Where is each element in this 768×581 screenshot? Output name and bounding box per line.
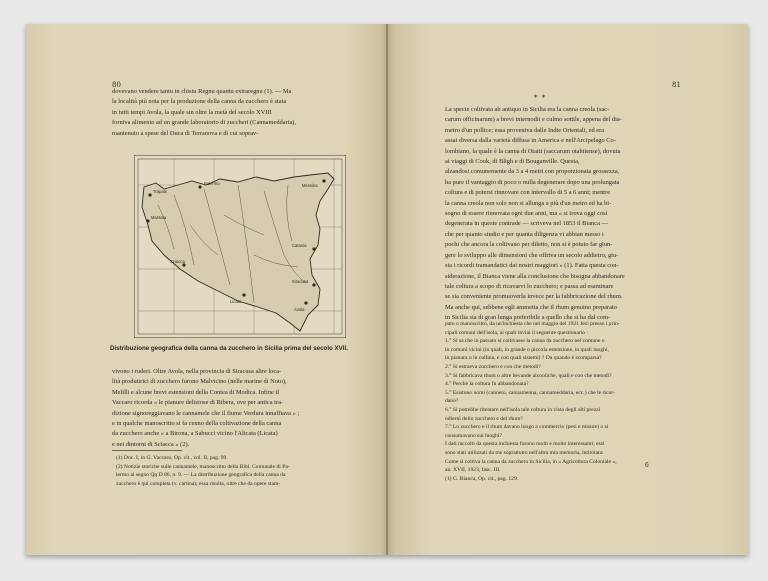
- footnote-line: 2.° Si estraeva zucchero e con che metodi?: [445, 363, 541, 370]
- text-line: lombiano, la quale è la canna di Otaiti (saccarum otahitense), dovuta: [445, 147, 621, 155]
- footnote-line: an. XVII, 1923, fasc. III.: [445, 467, 501, 474]
- text-line: la località più nota per la produzione della canna da zucchero è stata: [112, 98, 287, 106]
- text-line: ha pure il vantaggio di poco o nulla degenerare dopo una prolungata: [445, 178, 620, 186]
- text-line: Vaccaro ricorda « le pianure deliziose di Ribera, ove per antica tra-: [112, 399, 284, 407]
- text-line: dizione signoreggiavano le cannamele che il fiume Verdura innaffiava » ;: [112, 409, 300, 417]
- text-line: alzandosi comunemente da 3 a 4 metri con proporzionata grossezza,: [445, 168, 620, 176]
- text-line: sogno di essere rinnovata ogni due anni, ma « si trova oggi così: [445, 210, 608, 218]
- footnote-line: 5.° Esistono nomi (canneto, cannamenna, cannameddaria, ecc.) che le ricor-: [445, 389, 615, 396]
- footnote-line: dano?: [445, 398, 459, 405]
- left-footnotes: [116, 454, 374, 488]
- map-label: Sciacca: [170, 259, 185, 264]
- footnote-line: 3.° Si fabbricava rhum o altre bevande alcooliche, quali e con che metodi?: [445, 372, 612, 379]
- footnote-line: sono stati utilizzati da me soprattutto nell'altra mia memoria, intitolata:: [445, 449, 604, 456]
- section-separator: * *: [534, 94, 547, 102]
- footnote-line: (1) Doc. I, in G. Vaccaro, Op. cit., vol. II, pag. 99.: [116, 455, 228, 461]
- text-line: se sia conveniente promuoverla invece per la fabbricazione del rhum.: [445, 293, 623, 301]
- footnote-line: 6.° Si potrebbe ritentare nell'isola tale coltura in vista degli alti prezzi: [445, 406, 601, 413]
- footnote-rule: [112, 450, 182, 451]
- right-footnotes: [445, 320, 728, 483]
- footnote-line: 1.° Si sa che in passato si coltivasse la canna da zucchero nel comune o: [445, 338, 605, 345]
- footnote-line: consumavano sui luoghi?: [445, 432, 502, 439]
- text-line: vivono i ruderi. Oltre Avola, nella provincia di Siracusa altre loca-: [112, 368, 282, 375]
- footnote-line: (1) G. Bianca, Op. cit., pag. 129.: [445, 475, 519, 482]
- left-page: [26, 24, 387, 555]
- footnote-line: zucchero è qui completa (v. cartina); essa risulta, oltre che da opere stam-: [116, 480, 281, 487]
- footnote-line: in pianura o in collina, e con quali sistemi) ? Da quando è scomparsa?: [445, 355, 602, 362]
- text-line: forniva alimento ad un grande laboratorio di zuccheri (Cannameddaria),: [112, 119, 297, 127]
- left-top-text: [112, 87, 374, 139]
- map-caption: Distribuzione geografica della canna da zucchero in Sicilia prima del secolo XVII.: [110, 345, 348, 352]
- text-line: e nei dintorni di Sciacca » (2).: [112, 440, 190, 448]
- footnote-line: I dati raccolti da questa inchiesta furono molti e molto interessanti; essi: [445, 441, 605, 448]
- footnote-line: (2) Notizie storiche sulle cannamele, manoscritto della Bibl. Comunale di Pa-: [116, 463, 290, 470]
- text-line: Ma anche qui, sebbene egli ammetta che il rhum genuino preparato: [445, 303, 617, 311]
- map-label: Trapani: [153, 189, 168, 194]
- footnote-line: Come si coltiva la canna da zucchero in Sicilia, in « Agricoltura Coloniale »,: [445, 458, 617, 465]
- text-line: ai viaggi di Cook, di Bligh e di Bouganville. Questa,: [445, 158, 580, 166]
- map-label: Palermo: [204, 181, 220, 186]
- map-label: Messina: [302, 183, 318, 188]
- text-line: e in qualche manoscritto si fa cenno della coltivazione della canna: [112, 420, 282, 428]
- map-label: Catania: [292, 243, 307, 248]
- text-line: assai diversa dalla varietà diffusa in America e nell'Arcipelago Co-: [445, 137, 616, 145]
- page-number-left: 80: [112, 81, 121, 89]
- text-line: gere lo sviluppo alle dimensioni che offriva un secolo addietro, giu-: [445, 251, 619, 259]
- text-line: siderazione, il Bianca viene alla conclusione che bisogna abbandonare: [445, 272, 625, 280]
- text-line: lità produttrici di zucchero furono Malvicino (nelle marine di Noto),: [112, 378, 287, 386]
- text-line: pochi che ancora la coltivano per diletto, non si è potuto far giun-: [445, 241, 613, 249]
- footnote-line: cipali comuni dell'isola, ai quali inviai il seguente questionario :: [445, 329, 588, 336]
- text-line: metro d'un pollice; essa proveniva dalle Indie Orientali, ed era: [445, 126, 605, 134]
- footnote-line: 7.° Lo zucchero e il rhum davano luogo a commercio (pesi e misure) o si: [445, 424, 609, 431]
- text-line: in Sicilia sia di gran lunga preferibile a quello che si ha dal com-: [445, 314, 611, 322]
- footnote-line: pato o manoscritto, da un'inchiesta che nel maggio del 1921 feci presso i prin-: [445, 321, 620, 327]
- text-line: tale coltura a scopo di ricavarvi lo zucchero; e passa ad esaminare: [445, 282, 614, 290]
- map-label: Siracusa: [292, 279, 309, 284]
- text-line: Melilli e alcune brevi estensioni della Contea di Modica. Infine il: [112, 388, 279, 396]
- left-bottom-text: [112, 367, 374, 450]
- footnote-line: 4.° Perchè la coltura fu abbandonata?: [445, 381, 529, 388]
- text-line: da zucchero anche « a Birona, a Sabucci vicino l'Alicata (Licata): [112, 430, 278, 438]
- text-line: che per quanto studio e per quanta diligenza vi abbian messo i: [445, 230, 604, 238]
- map-label: Avola: [294, 307, 305, 312]
- page-number-right: 81: [672, 81, 681, 89]
- signature-mark: 6: [645, 462, 649, 469]
- text-line: coltura e di potersi rinnovare con intervallo di 5 a 6 anni; mentre: [445, 189, 611, 197]
- sicily-map: [134, 155, 346, 338]
- text-line: in tutti tempi Avola, la quale sin oltre la metà del secolo XVIII: [112, 108, 272, 116]
- text-line: degenerata in queste contrade — scriveva nel 1853 il Bianca —: [445, 220, 608, 228]
- text-line: la canna creola non solo non si allunga a più d'un metro ed ha bi-: [445, 199, 612, 207]
- text-line: mantenuto a spese del Duca di Terranova e di cui soprav-: [112, 129, 259, 137]
- text-line: La specie coltivata ab antiquo in Sicilia era la canna creola (sac-: [445, 106, 610, 113]
- map-label: Licata: [230, 299, 242, 304]
- footnote-line: odierni dello zucchero e del rhum?: [445, 415, 523, 422]
- right-main-text: [445, 105, 728, 324]
- text-line: dovevano vendere tantu in chistu Regnu quantu extraregnu (1). — Ma: [112, 88, 292, 95]
- map-label: Marsala: [151, 215, 166, 220]
- footnote-line: lermo al segno Qq D 86, n. 9. — La distribuzione geografica della canna da: [116, 472, 286, 479]
- text-line: sta i ricordi tramandatici dai nostri maggiori » (1). Fatta questa con-: [445, 262, 619, 270]
- footnote-line: in comuni vicini (in quali, in grande o piccola estensione, in quali luoghi,: [445, 346, 609, 353]
- text-line: carum officinarum) a brevi internodii e culmo sottile, appena del dia-: [445, 116, 622, 124]
